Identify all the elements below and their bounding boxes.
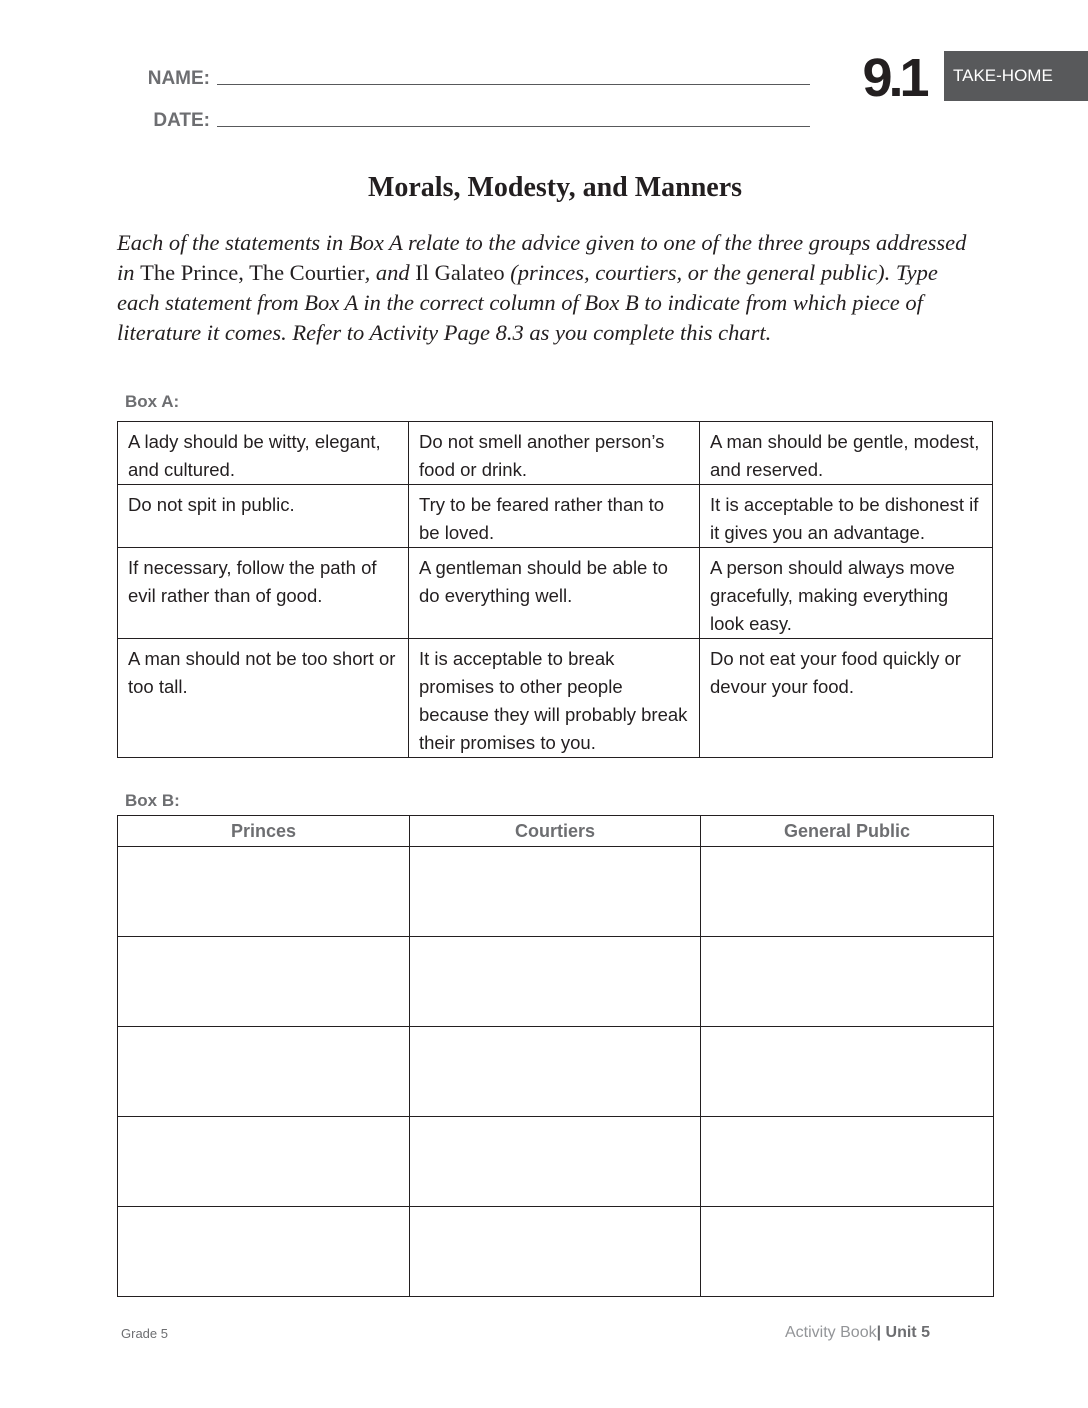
answer-cell-princes[interactable] [118, 937, 410, 1027]
box-a-table [117, 421, 993, 758]
answer-cell-general-public[interactable] [701, 1207, 994, 1297]
answer-cell-courtiers[interactable] [410, 1117, 701, 1207]
answer-cell-general-public[interactable] [701, 1117, 994, 1207]
column-header-courtiers: Courtiers [410, 816, 701, 847]
instructions [117, 228, 977, 348]
column-header-princes: Princes [118, 816, 410, 847]
answer-cell-general-public[interactable] [701, 937, 994, 1027]
box-b-table [117, 815, 994, 1297]
table-row [118, 1207, 994, 1297]
footer-divider: | [876, 1324, 882, 1341]
footer-activity-book: Activity Book [785, 1324, 877, 1341]
table-row [118, 485, 993, 548]
footer-grade: Grade 5 [121, 1326, 168, 1341]
statement-cell: A person should always move gracefully, making everything look easy. [700, 548, 993, 639]
statement-cell: Do not spit in public. [118, 485, 409, 548]
answer-cell-courtiers[interactable] [410, 847, 701, 937]
answer-cell-princes[interactable] [118, 1117, 410, 1207]
statement-cell: A lady should be witty, elegant, and cultured. [118, 422, 409, 485]
instructions-separator: , [238, 260, 250, 285]
table-row [118, 422, 993, 485]
answer-cell-courtiers[interactable] [410, 937, 701, 1027]
answer-cell-general-public[interactable] [701, 1027, 994, 1117]
table-row [118, 847, 994, 937]
table-row [118, 548, 993, 639]
statement-cell: A man should not be too short or too tall. [118, 639, 409, 758]
footer-book-info [785, 1324, 930, 1342]
statement-cell: It is acceptable to be dishonest if it gives you an advantage. [700, 485, 993, 548]
header-row [118, 816, 994, 847]
statement-cell: It is acceptable to break promises to other people because they will probably break their promises to you. [409, 639, 700, 758]
box-b-label: Box B: [125, 791, 180, 810]
statement-cell: A gentleman should be able to do everything well. [409, 548, 700, 639]
instructions-text: Each of the statements in Box A relate to the advice given to one of the three groups addressed in [117, 230, 967, 285]
answer-cell-courtiers[interactable] [410, 1027, 701, 1117]
instructions-text: (princes, courtiers, or the general public). Type each statement from Box A in the correct column of Box B to indicate from which piece of literature it comes. Refer to Activity Page 8.3 as you complete this chart. [117, 260, 938, 345]
answer-cell-courtiers[interactable] [410, 1207, 701, 1297]
answer-cell-princes[interactable] [118, 1207, 410, 1297]
name-label: NAME: [147, 68, 210, 89]
statement-cell: Try to be feared rather than to be loved. [409, 485, 700, 548]
book-title-galateo: Il Galateo [415, 260, 505, 285]
statement-cell: If necessary, follow the path of evil rather than of good. [118, 548, 409, 639]
footer-unit: Unit 5 [885, 1324, 930, 1341]
table-row [118, 937, 994, 1027]
instructions-separator: , and [364, 260, 416, 285]
date-line[interactable] [217, 126, 810, 127]
table-row [118, 639, 993, 758]
column-header-general-public: General Public [701, 816, 994, 847]
statement-cell: Do not smell another person’s food or drink. [409, 422, 700, 485]
book-title-prince: The Prince [140, 260, 239, 285]
table-row [118, 1117, 994, 1207]
table-row [118, 1027, 994, 1117]
date-label: DATE: [153, 110, 210, 131]
page-title: Morals, Modesty, and Manners [367, 172, 743, 203]
book-title-courtier: The Courtier [249, 260, 365, 285]
statement-cell: Do not eat your food quickly or devour your food. [700, 639, 993, 758]
box-a-label: Box A: [125, 392, 180, 411]
answer-cell-princes[interactable] [118, 1027, 410, 1117]
statement-cell: A man should be gentle, modest, and reserved. [700, 422, 993, 485]
answer-cell-general-public[interactable] [701, 847, 994, 937]
take-home-tab: TAKE-HOME [944, 51, 1088, 101]
answer-cell-princes[interactable] [118, 847, 410, 937]
activity-page-number: 9.1 [862, 48, 926, 108]
name-line[interactable] [217, 84, 810, 85]
